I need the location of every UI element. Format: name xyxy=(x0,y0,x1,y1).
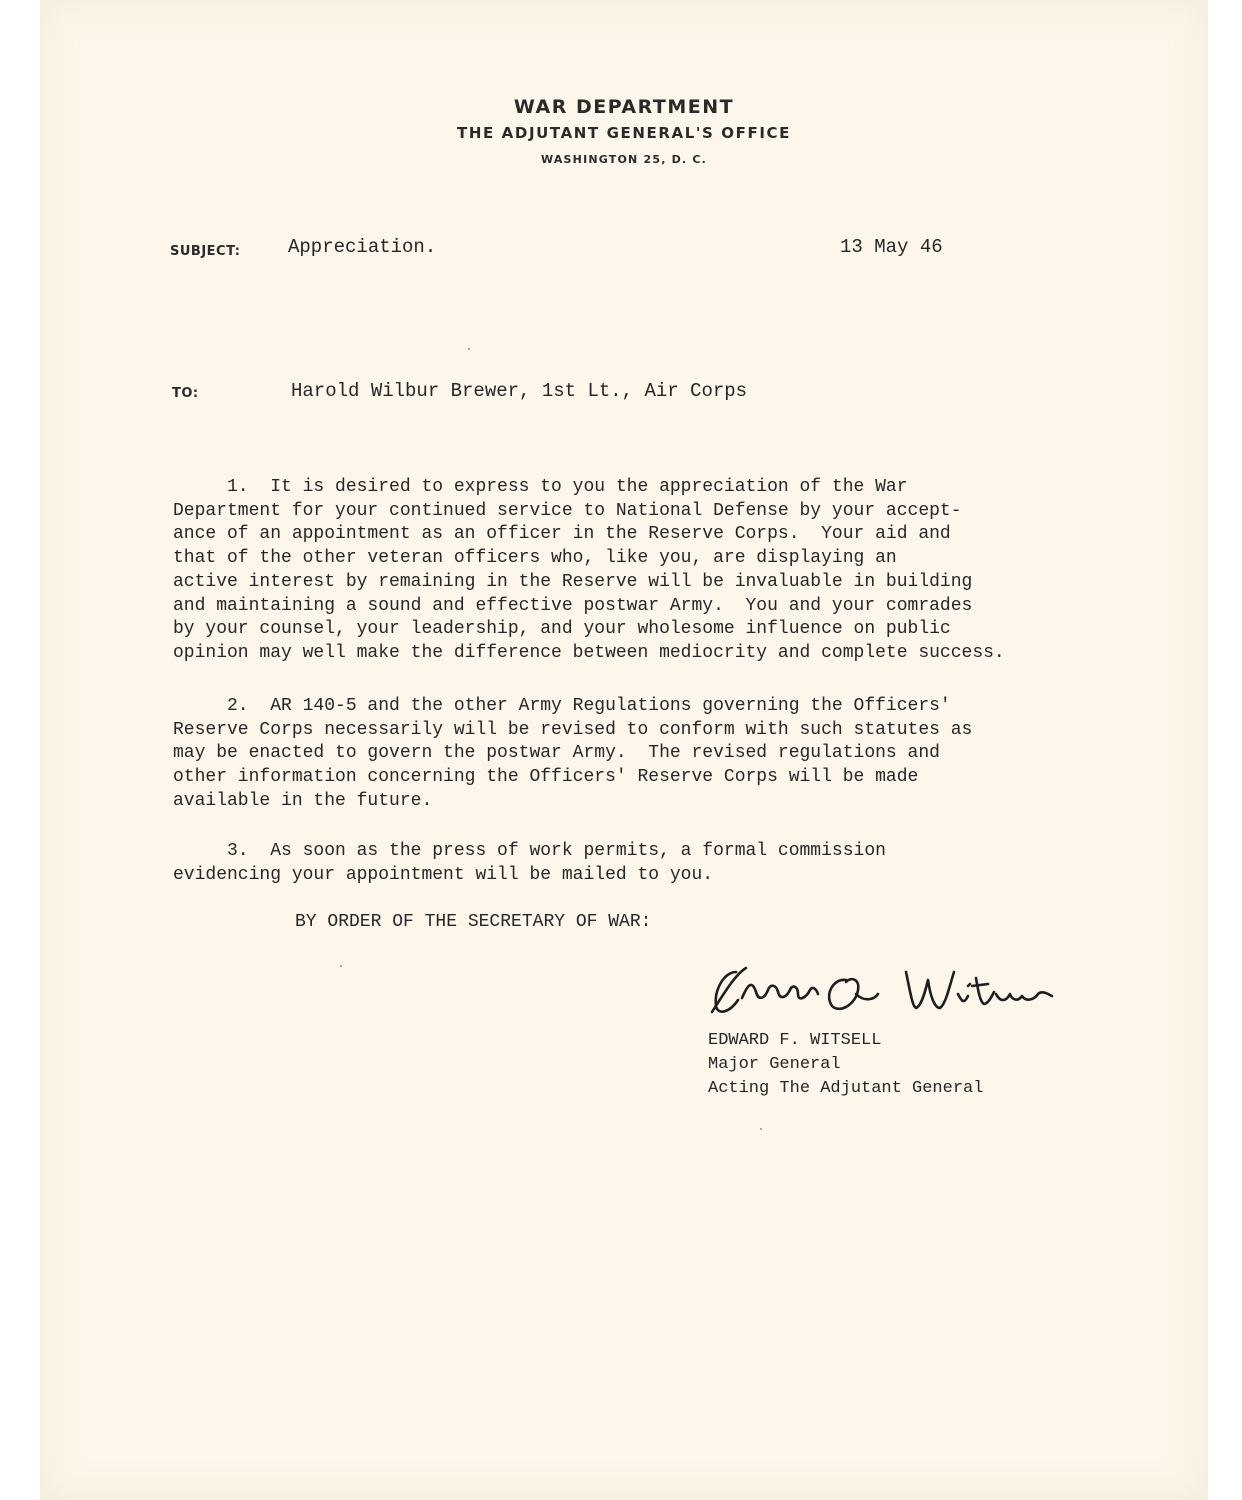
order-line: BY ORDER OF THE SECRETARY OF WAR: xyxy=(295,912,652,932)
body-paragraph-3: 3. As soon as the press of work permits, a formal commission evidencing your appointment will be mailed to you. xyxy=(173,841,886,885)
body-paragraph-2: 2. AR 140-5 and the other Army Regulations governing the Officers' Reserve Corps necessarily will be revised to conform with such statutes as may be enacted to govern the postwar Army. The revised regulations and other information concerning the Officers' Reserve Corps will be made available in the future. xyxy=(173,696,973,811)
body-paragraph-1: 1. It is desired to express to you the appreciation of the War Department for your continued service to National Defense by your accept- ance of an appointment as an officer in the Reserve Corps. Your aid and that of the other veteran officers who, like you, are displaying an active interest by remaining in the Reserve will be invaluable in building and maintaining a sound and effective postwar Army. You and your comrades by your counsel, your leadership, and your wholesome influence on public opinion may well make the difference between mediocrity and complete success. xyxy=(173,477,1005,663)
signatory-rank: Major General xyxy=(708,1055,841,1074)
handwritten-signature xyxy=(706,950,1066,1030)
letterhead-office: THE ADJUTANT GENERAL'S OFFICE xyxy=(457,124,791,142)
letterhead-department: WAR DEPARTMENT xyxy=(513,96,735,118)
letter-page xyxy=(40,0,1208,1500)
letter-date: 13 May 46 xyxy=(840,236,943,258)
subject-label: SUBJECT: xyxy=(170,244,241,259)
subject-value: Appreciation. xyxy=(288,236,437,258)
paper-speck xyxy=(760,1128,762,1130)
letterhead-city: WASHINGTON 25, D. C. xyxy=(540,153,707,166)
paper-speck xyxy=(468,348,470,350)
signatory-name: EDWARD F. WITSELL xyxy=(708,1031,882,1050)
recipient: Harold Wilbur Brewer, 1st Lt., Air Corps xyxy=(291,380,748,402)
to-label: TO: xyxy=(172,386,199,401)
paper-speck xyxy=(340,965,342,967)
signatory-title: Acting The Adjutant General xyxy=(708,1079,984,1098)
